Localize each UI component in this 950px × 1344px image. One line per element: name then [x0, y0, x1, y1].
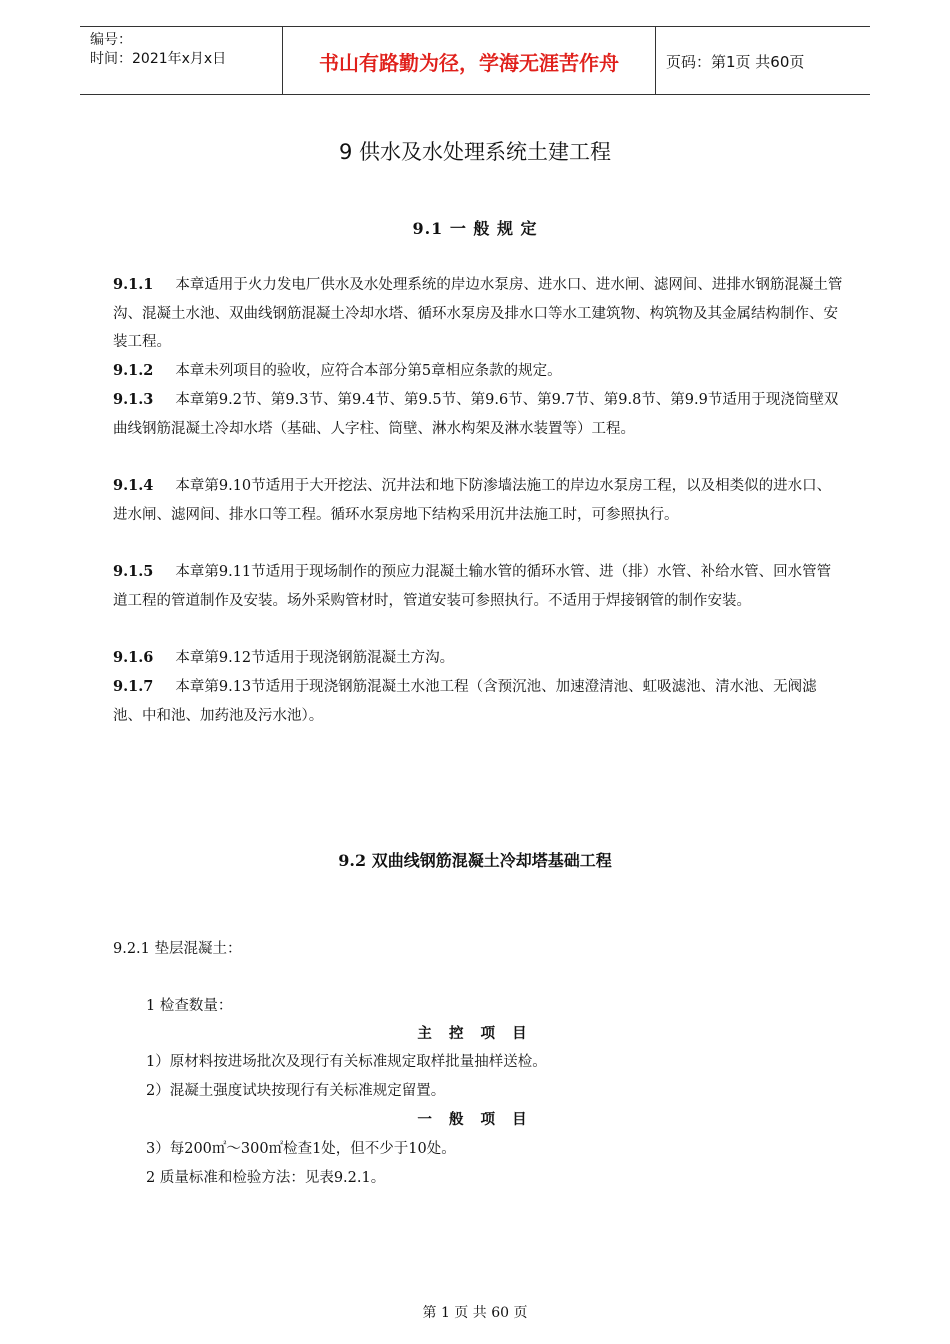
- item: 2）混凝土强度试块按现行有关标准规定留置。: [146, 1083, 446, 1099]
- main-control-heading: 主 控 项 目: [417, 1025, 533, 1042]
- page-label: 页码：第1页 共60页: [666, 53, 805, 71]
- number-label: 编号：: [90, 32, 132, 48]
- page-header: [80, 26, 870, 95]
- paragraph: [113, 644, 843, 673]
- paragraph: [113, 357, 843, 386]
- chapter-title: 9 供水及水处理系统土建工程: [338, 140, 612, 164]
- general-heading: 一 般 项 目: [417, 1111, 533, 1128]
- clause-text: 本章未列项目的验收，应符合本部分第5章相应条款的规定。: [175, 363, 562, 379]
- header-page-cell: [656, 27, 870, 94]
- clause-number: 9.1.4: [113, 477, 154, 494]
- item: 2 质量标准和检验方法：见表9.2.1。: [146, 1170, 386, 1186]
- paragraph: [113, 386, 843, 443]
- item: 1）原材料按进场批次及现行有关标准规定取样批量抽样送检。: [146, 1054, 547, 1070]
- header-left-cell: [80, 27, 283, 94]
- paragraph: [113, 271, 843, 357]
- subclause: 9.2.1 垫层混凝土：: [113, 941, 242, 957]
- clause-number: 9.1.3: [113, 391, 154, 408]
- paragraph: [113, 472, 843, 529]
- section-title: 9.1 一 般 规 定: [412, 219, 538, 238]
- clause-number: 9.1.2: [113, 362, 154, 379]
- clause-text: 本章第9.13节适用于现浇钢筋混凝土水池工程（含预沉池、加速澄清池、虹吸滤池、清水池、无阀滤池、中和池、加药池及污水池）。: [113, 679, 817, 724]
- header-motto-cell: [283, 27, 656, 94]
- clause-text: 本章适用于火力发电厂供水及水处理系统的岸边水泵房、进水口、进水闸、滤网间、进排水钢筋混凝土管沟、混凝土水池、双曲线钢筋混凝土冷却水塔、循环水泵房及排水口等水工建筑物、构筑物及其金属结构制作、安装工程。: [113, 277, 843, 351]
- paragraph: [113, 673, 843, 730]
- clause-number: 9.1.5: [113, 563, 154, 580]
- motto: 书山有路勤为径，学海无涯苦作舟: [319, 51, 619, 75]
- paragraph: [113, 558, 843, 615]
- clause-text: 本章第9.12节适用于现浇钢筋混凝土方沟。: [175, 650, 455, 666]
- clause-number: 9.1.7: [113, 678, 154, 695]
- section-title: 9.2 双曲线钢筋混凝土冷却塔基础工程: [338, 851, 612, 870]
- clause-text: 本章第9.10节适用于大开挖法、沉井法和地下防渗墙法施工的岸边水泵房工程，以及相类似的进水口、进水闸、滤网间、排水口等工程。循环水泵房地下结构采用沉井法施工时，可参照执行。: [113, 478, 832, 523]
- clause-text: 本章第9.11节适用于现场制作的预应力混凝土输水管的循环水管、进（排）水管、补给水管、回水管管道工程的管道制作及安装。场外采购管材时，管道安装可参照执行。不适用于焊接钢管的制作安装。: [113, 564, 832, 609]
- clause-number: 9.1.6: [113, 649, 154, 666]
- time-label: 时间：2021年x月x日: [90, 51, 227, 67]
- clause-text: 本章第9.2节、第9.3节、第9.4节、第9.5节、第9.6节、第9.7节、第9.8节、第9.9节适用于现浇筒壁双曲线钢筋混凝土冷却水塔（基础、人字柱、筒壁、淋水构架及淋水装置等）工程。: [113, 392, 839, 437]
- page-footer: 第 1 页 共 60 页: [422, 1305, 528, 1321]
- item: 1 检查数量：: [146, 998, 233, 1014]
- clause-number: 9.1.1: [113, 276, 154, 293]
- item: 3）每200㎡～300㎡检查1处，但不少于10处。: [146, 1141, 456, 1157]
